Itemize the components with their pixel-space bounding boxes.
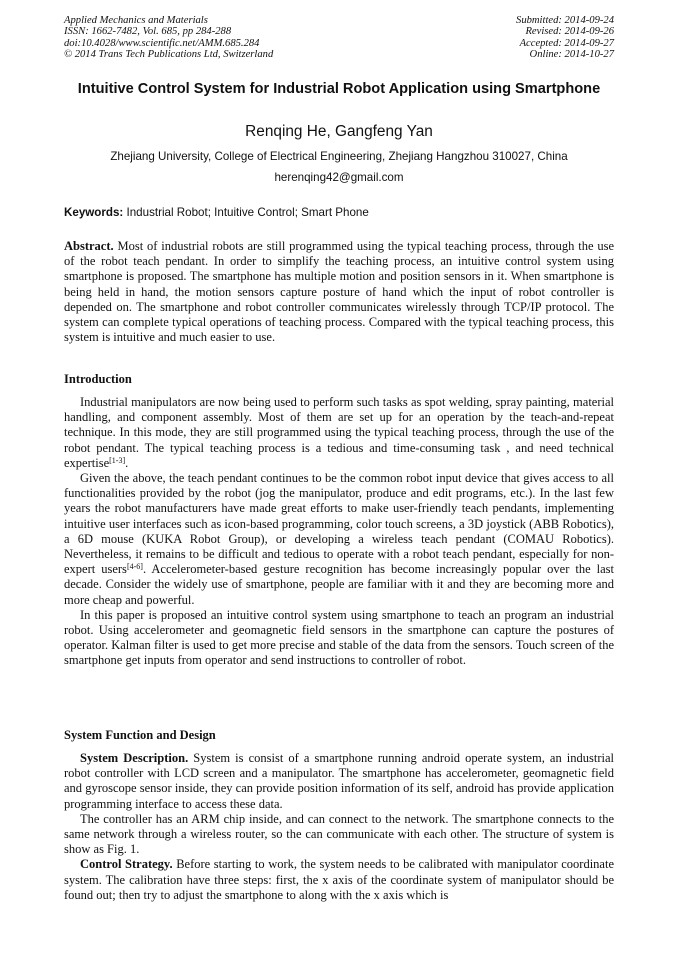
affiliation: Zhejiang University, College of Electrical Engineering, Zhejiang Hangzhou 310027, China — [110, 150, 568, 163]
journal-name: Applied Mechanics and Materials — [64, 15, 208, 26]
revised-date: Revised: 2014-09-26 — [525, 26, 614, 38]
intro-p1-text: Industrial manipulators are now being used to perform such tasks as spot welding, spray painting, material handling, and component assembly. Most of them are set up for an operation by the teach-and-repeat technique. In this mode, they are still programmed using the typical teaching process, through the use of the robot pendant. The typical teaching process is a tedious and time-consuming task , and need technical expertise — [64, 395, 614, 470]
intro-paragraph-1 — [64, 395, 614, 471]
submission-dates — [516, 15, 614, 60]
control-strategy-label: Control Strategy. — [80, 857, 173, 872]
accepted-date: Accepted: 2014-09-27 — [519, 37, 614, 49]
abstract-label: Abstract. — [64, 239, 114, 253]
system-paragraph-3 — [64, 857, 614, 903]
system-description-label: System Description. — [80, 751, 189, 765]
intro-p2-text: Given the above, the teach pendant continues to be the common robot input device that gives access to all functionalities provided by the robot (jog the manipulator, produce and edit programs, etc.). In the last few years the robot manufacturers have made great efforts to make user-friendly teach pendants, implementing intuitive user interfaces such as icon-based programming, color touch screens, a 3D joystick (ABB Robotics), a 6D mouse (KUKA Robot Group), or developing a wireless teach pendant (COMAU Robotics). Nevertheless, it remains to be difficult and tedious to operate with a robot teach pendant, especially for non-expert users — [64, 471, 614, 577]
keywords-label: Keywords: — [64, 206, 124, 219]
journal-info — [64, 15, 273, 60]
citation-1-3: [1-3] — [109, 455, 126, 465]
introduction-heading: Introduction — [64, 372, 132, 386]
issn-volume: ISSN: 1662-7482, Vol. 685, pp 284-288 — [64, 26, 232, 38]
system-paragraph-2: The controller has an ARM chip inside, and can connect to the network. The smartphone connects to the same network through a wireless router, so the can communicate with each other. The structure of system is show as Fig. 1. — [64, 811, 614, 857]
introduction-section — [64, 372, 614, 669]
system-p1-text: System is consist of a smartphone running android operate system, an industrial robot controller with LCD screen and a manipulator. The smartphone has accelerometer, geomagnetic field and gyroscope sensor inside, they can provide position information of its self, android has provide application programming interface to access these data. — [64, 751, 614, 811]
citation-4-6: [4-6] — [126, 562, 143, 572]
abstract-text: Most of industrial robots are still programmed using the typical teaching process, through the use of the robot teach pendant. In order to simplify the teaching process, an intuitive control system using smartphone is proposed. The smartphone has multiple motion and position sensors in it. When smartphone is being held in hand, the motion sensors capture posture of hand which the input of robot controller is depended on. The smartphone and robot controller communicates wirelessly through TCP/IP protocol. The system can complete typical operations of teaching process. Compared with the typical teaching process, this system is intuitive and much easier to use. — [64, 239, 614, 345]
keywords — [64, 205, 614, 221]
paper-title: Intuitive Control System for Industrial Robot Application using Smartphone — [77, 81, 601, 97]
system-heading: System Function and Design — [64, 728, 216, 742]
online-date: Online: 2014-10-27 — [529, 48, 614, 60]
intro-paragraph-3: In this paper is proposed an intuitive control system using smartphone to teach an program an industrial robot. Using accelerometer and geomagnetic field sensors in the smartphone can capture the postures of operator. Kalman filter is used to get more precise and stable of the data from the sensors. Touch screen of the smartphone get inputs from operator and send instructions to controller of robot. — [64, 607, 614, 668]
author-email: herenqing42@gmail.com — [274, 171, 404, 184]
abstract — [64, 239, 614, 345]
authors: Renqing He, Gangfeng Yan — [245, 123, 433, 140]
submitted-date: Submitted: 2014-09-24 — [516, 15, 614, 26]
copyright: © 2014 Trans Tech Publications Ltd, Switzerland — [64, 48, 274, 60]
system-paragraph-1 — [64, 751, 614, 812]
system-p3-text: Before starting to work, the system needs to be calibrated with manipulator coordinate system. The calibration have three steps: first, the x axis of the coordinate system of manipulator should be found out; then try to adjust the smartphone to along with the x axis which is — [64, 857, 614, 902]
intro-paragraph-2 — [64, 471, 614, 608]
keywords-text: Industrial Robot; Intuitive Control; Smart Phone — [123, 206, 369, 219]
doi: doi:10.4028/www.scientific.net/AMM.685.284 — [64, 37, 260, 49]
intro-p2-end: . Accelerometer-based gesture recognition has become increasingly popular over the last decade. Consider the widely use of smartphone, people are familiar with it and they are becoming more and more cheap and powerful. — [64, 562, 615, 607]
system-section — [64, 728, 614, 903]
intro-p1-end: . — [125, 455, 129, 470]
